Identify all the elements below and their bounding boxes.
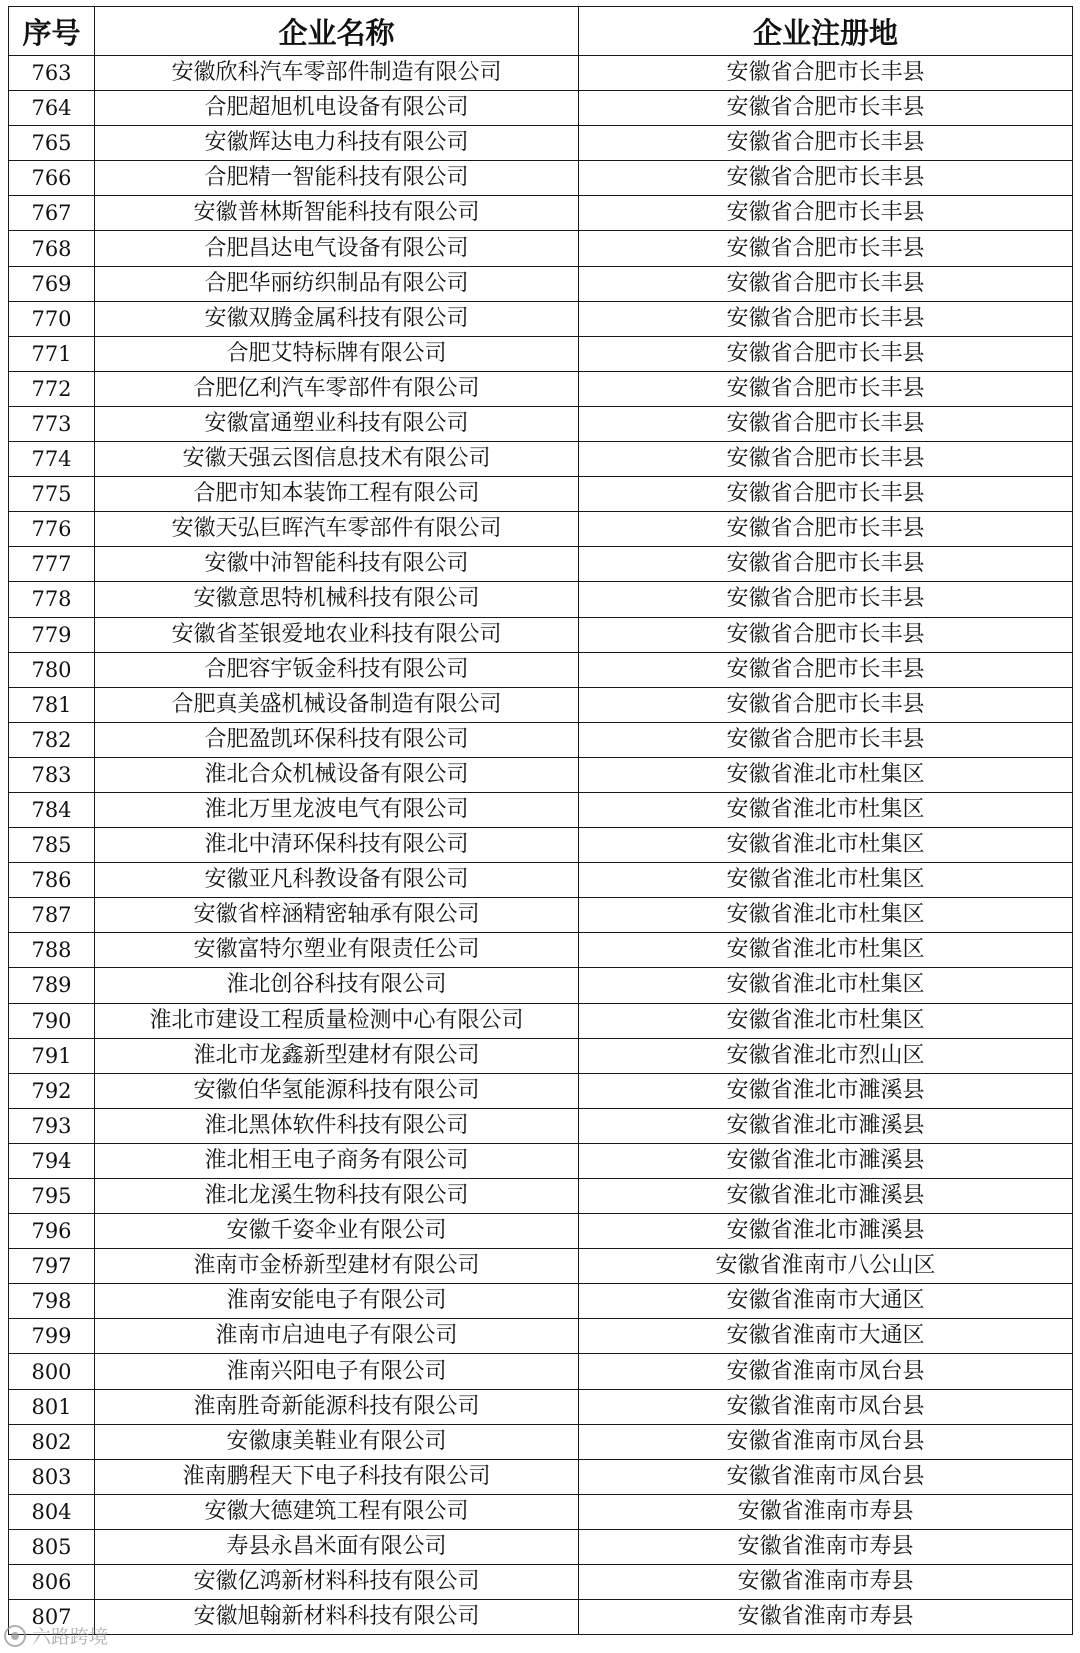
cell-registration-place: 安徽省合肥市长丰县 [579, 161, 1073, 196]
cell-company-name: 合肥盈凯环保科技有限公司 [95, 722, 579, 757]
table-header [9, 7, 1073, 56]
cell-company-name: 合肥容宇钣金科技有限公司 [95, 652, 579, 687]
cell-serial-number: 785 [9, 828, 95, 863]
cell-serial-number: 764 [9, 91, 95, 126]
table-row [9, 477, 1073, 512]
cell-company-name: 合肥真美盛机械设备制造有限公司 [95, 687, 579, 722]
cell-registration-place: 安徽省淮北市杜集区 [579, 933, 1073, 968]
cell-serial-number: 768 [9, 231, 95, 266]
table-row [9, 898, 1073, 933]
cell-company-name: 安徽意思特机械科技有限公司 [95, 582, 579, 617]
cell-company-name: 安徽康美鞋业有限公司 [95, 1424, 579, 1459]
watermark [4, 1622, 108, 1649]
cell-serial-number: 792 [9, 1073, 95, 1108]
cell-serial-number: 804 [9, 1494, 95, 1529]
cell-serial-number: 801 [9, 1389, 95, 1424]
cell-registration-place: 安徽省合肥市长丰县 [579, 617, 1073, 652]
cell-company-name: 淮北相王电子商务有限公司 [95, 1143, 579, 1178]
cell-company-name: 安徽大德建筑工程有限公司 [95, 1494, 579, 1529]
cell-registration-place: 安徽省淮北市杜集区 [579, 1003, 1073, 1038]
table-row [9, 161, 1073, 196]
cell-company-name: 安徽亿鸿新材料科技有限公司 [95, 1565, 579, 1600]
cell-registration-place: 安徽省合肥市长丰县 [579, 126, 1073, 161]
cell-registration-place: 安徽省淮北市杜集区 [579, 898, 1073, 933]
cell-serial-number: 770 [9, 301, 95, 336]
cell-registration-place: 安徽省淮北市杜集区 [579, 863, 1073, 898]
cell-serial-number: 780 [9, 652, 95, 687]
table-row [9, 757, 1073, 792]
table-row [9, 1494, 1073, 1529]
cell-serial-number: 790 [9, 1003, 95, 1038]
cell-registration-place: 安徽省合肥市长丰县 [579, 687, 1073, 722]
cell-company-name: 淮北黑体软件科技有限公司 [95, 1108, 579, 1143]
table-row [9, 1179, 1073, 1214]
cell-company-name: 合肥超旭机电设备有限公司 [95, 91, 579, 126]
cell-registration-place: 安徽省合肥市长丰县 [579, 231, 1073, 266]
cell-serial-number: 782 [9, 722, 95, 757]
cell-serial-number: 803 [9, 1459, 95, 1494]
table-row [9, 512, 1073, 547]
cell-registration-place: 安徽省合肥市长丰县 [579, 56, 1073, 91]
table-row [9, 933, 1073, 968]
table-row [9, 1143, 1073, 1178]
table-row [9, 56, 1073, 91]
cell-company-name: 合肥艾特标牌有限公司 [95, 336, 579, 371]
cell-company-name: 淮南胜奇新能源科技有限公司 [95, 1389, 579, 1424]
cell-serial-number: 793 [9, 1108, 95, 1143]
cell-registration-place: 安徽省淮南市寿县 [579, 1494, 1073, 1529]
table-row [9, 336, 1073, 371]
cell-serial-number: 786 [9, 863, 95, 898]
cell-serial-number: 807 [9, 1600, 95, 1635]
table-row [9, 582, 1073, 617]
table-row [9, 1354, 1073, 1389]
table-row [9, 91, 1073, 126]
cell-registration-place: 安徽省合肥市长丰县 [579, 477, 1073, 512]
cell-company-name: 安徽千姿伞业有限公司 [95, 1214, 579, 1249]
cell-company-name: 合肥精一智能科技有限公司 [95, 161, 579, 196]
cell-serial-number: 800 [9, 1354, 95, 1389]
cell-company-name: 淮北中清环保科技有限公司 [95, 828, 579, 863]
table-row [9, 1003, 1073, 1038]
header-company-name: 企业名称 [95, 7, 579, 56]
cell-registration-place: 安徽省合肥市长丰县 [579, 91, 1073, 126]
cell-company-name: 淮南鹏程天下电子科技有限公司 [95, 1459, 579, 1494]
cell-serial-number: 779 [9, 617, 95, 652]
table-row [9, 406, 1073, 441]
table-row [9, 828, 1073, 863]
cell-registration-place: 安徽省淮南市寿县 [579, 1600, 1073, 1635]
cell-company-name: 淮北市建设工程质量检测中心有限公司 [95, 1003, 579, 1038]
cell-registration-place: 安徽省淮北市濉溪县 [579, 1143, 1073, 1178]
cell-registration-place: 安徽省淮北市濉溪县 [579, 1108, 1073, 1143]
table-row [9, 617, 1073, 652]
cell-registration-place: 安徽省合肥市长丰县 [579, 582, 1073, 617]
cell-registration-place: 安徽省合肥市长丰县 [579, 442, 1073, 477]
company-table [8, 6, 1073, 1635]
table-row [9, 863, 1073, 898]
cell-serial-number: 769 [9, 266, 95, 301]
cell-company-name: 淮北创谷科技有限公司 [95, 968, 579, 1003]
cell-registration-place: 安徽省合肥市长丰县 [579, 652, 1073, 687]
cell-serial-number: 802 [9, 1424, 95, 1459]
cell-company-name: 淮南市启迪电子有限公司 [95, 1319, 579, 1354]
watermark-text: 六路跨境 [32, 1626, 109, 1648]
cell-registration-place: 安徽省合肥市长丰县 [579, 336, 1073, 371]
cell-company-name: 安徽富通塑业科技有限公司 [95, 406, 579, 441]
cell-company-name: 安徽辉达电力科技有限公司 [95, 126, 579, 161]
cell-registration-place: 安徽省淮北市濉溪县 [579, 1179, 1073, 1214]
cell-serial-number: 777 [9, 547, 95, 582]
cell-registration-place: 安徽省淮南市八公山区 [579, 1249, 1073, 1284]
cell-serial-number: 774 [9, 442, 95, 477]
cell-company-name: 安徽普林斯智能科技有限公司 [95, 196, 579, 231]
cell-company-name: 淮南安能电子有限公司 [95, 1284, 579, 1319]
cell-serial-number: 783 [9, 757, 95, 792]
cell-serial-number: 806 [9, 1565, 95, 1600]
cell-serial-number: 799 [9, 1319, 95, 1354]
table-row [9, 266, 1073, 301]
table-row [9, 1389, 1073, 1424]
cell-company-name: 淮北万里龙波电气有限公司 [95, 792, 579, 827]
table-row [9, 442, 1073, 477]
cell-registration-place: 安徽省合肥市长丰县 [579, 196, 1073, 231]
table-row [9, 792, 1073, 827]
table-row [9, 652, 1073, 687]
cell-registration-place: 安徽省淮北市烈山区 [579, 1038, 1073, 1073]
cell-serial-number: 794 [9, 1143, 95, 1178]
cell-company-name: 淮南市金桥新型建材有限公司 [95, 1249, 579, 1284]
cell-registration-place: 安徽省淮北市杜集区 [579, 792, 1073, 827]
table-row [9, 126, 1073, 161]
table-row [9, 547, 1073, 582]
cell-company-name: 安徽富特尔塑业有限责任公司 [95, 933, 579, 968]
cell-registration-place: 安徽省淮南市凤台县 [579, 1389, 1073, 1424]
cell-company-name: 合肥亿利汽车零部件有限公司 [95, 371, 579, 406]
table-row [9, 1600, 1073, 1635]
cell-serial-number: 788 [9, 933, 95, 968]
cell-serial-number: 767 [9, 196, 95, 231]
cell-registration-place: 安徽省淮南市凤台县 [579, 1459, 1073, 1494]
cell-registration-place: 安徽省淮南市大通区 [579, 1284, 1073, 1319]
table-row [9, 1529, 1073, 1564]
cell-company-name: 安徽亚凡科教设备有限公司 [95, 863, 579, 898]
table-row [9, 1565, 1073, 1600]
cell-company-name: 安徽天强云图信息技术有限公司 [95, 442, 579, 477]
cell-company-name: 安徽双腾金属科技有限公司 [95, 301, 579, 336]
cell-registration-place: 安徽省合肥市长丰县 [579, 371, 1073, 406]
table-row [9, 1319, 1073, 1354]
cell-registration-place: 安徽省淮南市凤台县 [579, 1354, 1073, 1389]
cell-company-name: 淮北合众机械设备有限公司 [95, 757, 579, 792]
cell-serial-number: 772 [9, 371, 95, 406]
cell-serial-number: 789 [9, 968, 95, 1003]
cell-serial-number: 797 [9, 1249, 95, 1284]
cell-registration-place: 安徽省淮南市寿县 [579, 1565, 1073, 1600]
cell-registration-place: 安徽省淮南市大通区 [579, 1319, 1073, 1354]
cell-registration-place: 安徽省合肥市长丰县 [579, 406, 1073, 441]
cell-serial-number: 775 [9, 477, 95, 512]
table-row [9, 231, 1073, 266]
table-row [9, 687, 1073, 722]
table-row [9, 196, 1073, 231]
table-row [9, 301, 1073, 336]
cell-serial-number: 763 [9, 56, 95, 91]
cell-registration-place: 安徽省合肥市长丰县 [579, 301, 1073, 336]
cell-registration-place: 安徽省淮南市凤台县 [579, 1424, 1073, 1459]
cell-registration-place: 安徽省淮北市杜集区 [579, 828, 1073, 863]
cell-serial-number: 773 [9, 406, 95, 441]
cell-serial-number: 784 [9, 792, 95, 827]
cell-company-name: 合肥华丽纺织制品有限公司 [95, 266, 579, 301]
table-row [9, 968, 1073, 1003]
table-row [9, 1284, 1073, 1319]
cell-serial-number: 765 [9, 126, 95, 161]
cell-registration-place: 安徽省淮北市杜集区 [579, 757, 1073, 792]
cell-registration-place: 安徽省合肥市长丰县 [579, 266, 1073, 301]
cell-registration-place: 安徽省合肥市长丰县 [579, 512, 1073, 547]
company-list-sheet [8, 6, 1072, 1635]
cell-serial-number: 766 [9, 161, 95, 196]
cell-registration-place: 安徽省合肥市长丰县 [579, 547, 1073, 582]
cell-registration-place: 安徽省淮北市濉溪县 [579, 1073, 1073, 1108]
table-row [9, 1073, 1073, 1108]
cell-company-name: 安徽中沛智能科技有限公司 [95, 547, 579, 582]
table-row [9, 722, 1073, 757]
cell-serial-number: 796 [9, 1214, 95, 1249]
cell-serial-number: 781 [9, 687, 95, 722]
table-row [9, 1459, 1073, 1494]
cell-serial-number: 776 [9, 512, 95, 547]
watermark-logo-icon [4, 1625, 26, 1647]
cell-company-name: 安徽伯华氢能源科技有限公司 [95, 1073, 579, 1108]
table-row [9, 1249, 1073, 1284]
cell-serial-number: 778 [9, 582, 95, 617]
cell-company-name: 淮北市龙鑫新型建材有限公司 [95, 1038, 579, 1073]
cell-serial-number: 787 [9, 898, 95, 933]
cell-company-name: 合肥市知本装饰工程有限公司 [95, 477, 579, 512]
table-row [9, 371, 1073, 406]
table-row [9, 1214, 1073, 1249]
cell-serial-number: 798 [9, 1284, 95, 1319]
cell-company-name: 安徽欣科汽车零部件制造有限公司 [95, 56, 579, 91]
table-body [9, 56, 1073, 1635]
cell-registration-place: 安徽省淮北市濉溪县 [579, 1214, 1073, 1249]
header-registration-place: 企业注册地 [579, 7, 1073, 56]
cell-registration-place: 安徽省淮南市寿县 [579, 1529, 1073, 1564]
cell-company-name: 安徽天弘巨晖汽车零部件有限公司 [95, 512, 579, 547]
cell-company-name: 安徽省梓涵精密轴承有限公司 [95, 898, 579, 933]
header-serial-number: 序号 [9, 7, 95, 56]
cell-company-name: 寿县永昌米面有限公司 [95, 1529, 579, 1564]
cell-serial-number: 805 [9, 1529, 95, 1564]
table-row [9, 1038, 1073, 1073]
cell-company-name: 淮北龙溪生物科技有限公司 [95, 1179, 579, 1214]
cell-registration-place: 安徽省合肥市长丰县 [579, 722, 1073, 757]
cell-serial-number: 795 [9, 1179, 95, 1214]
cell-serial-number: 791 [9, 1038, 95, 1073]
cell-registration-place: 安徽省淮北市杜集区 [579, 968, 1073, 1003]
cell-serial-number: 771 [9, 336, 95, 371]
table-row [9, 1424, 1073, 1459]
header-row [9, 7, 1073, 56]
cell-company-name: 安徽省荃银爱地农业科技有限公司 [95, 617, 579, 652]
cell-company-name: 合肥昌达电气设备有限公司 [95, 231, 579, 266]
cell-company-name: 淮南兴阳电子有限公司 [95, 1354, 579, 1389]
table-row [9, 1108, 1073, 1143]
cell-company-name: 安徽旭翰新材料科技有限公司 [95, 1600, 579, 1635]
